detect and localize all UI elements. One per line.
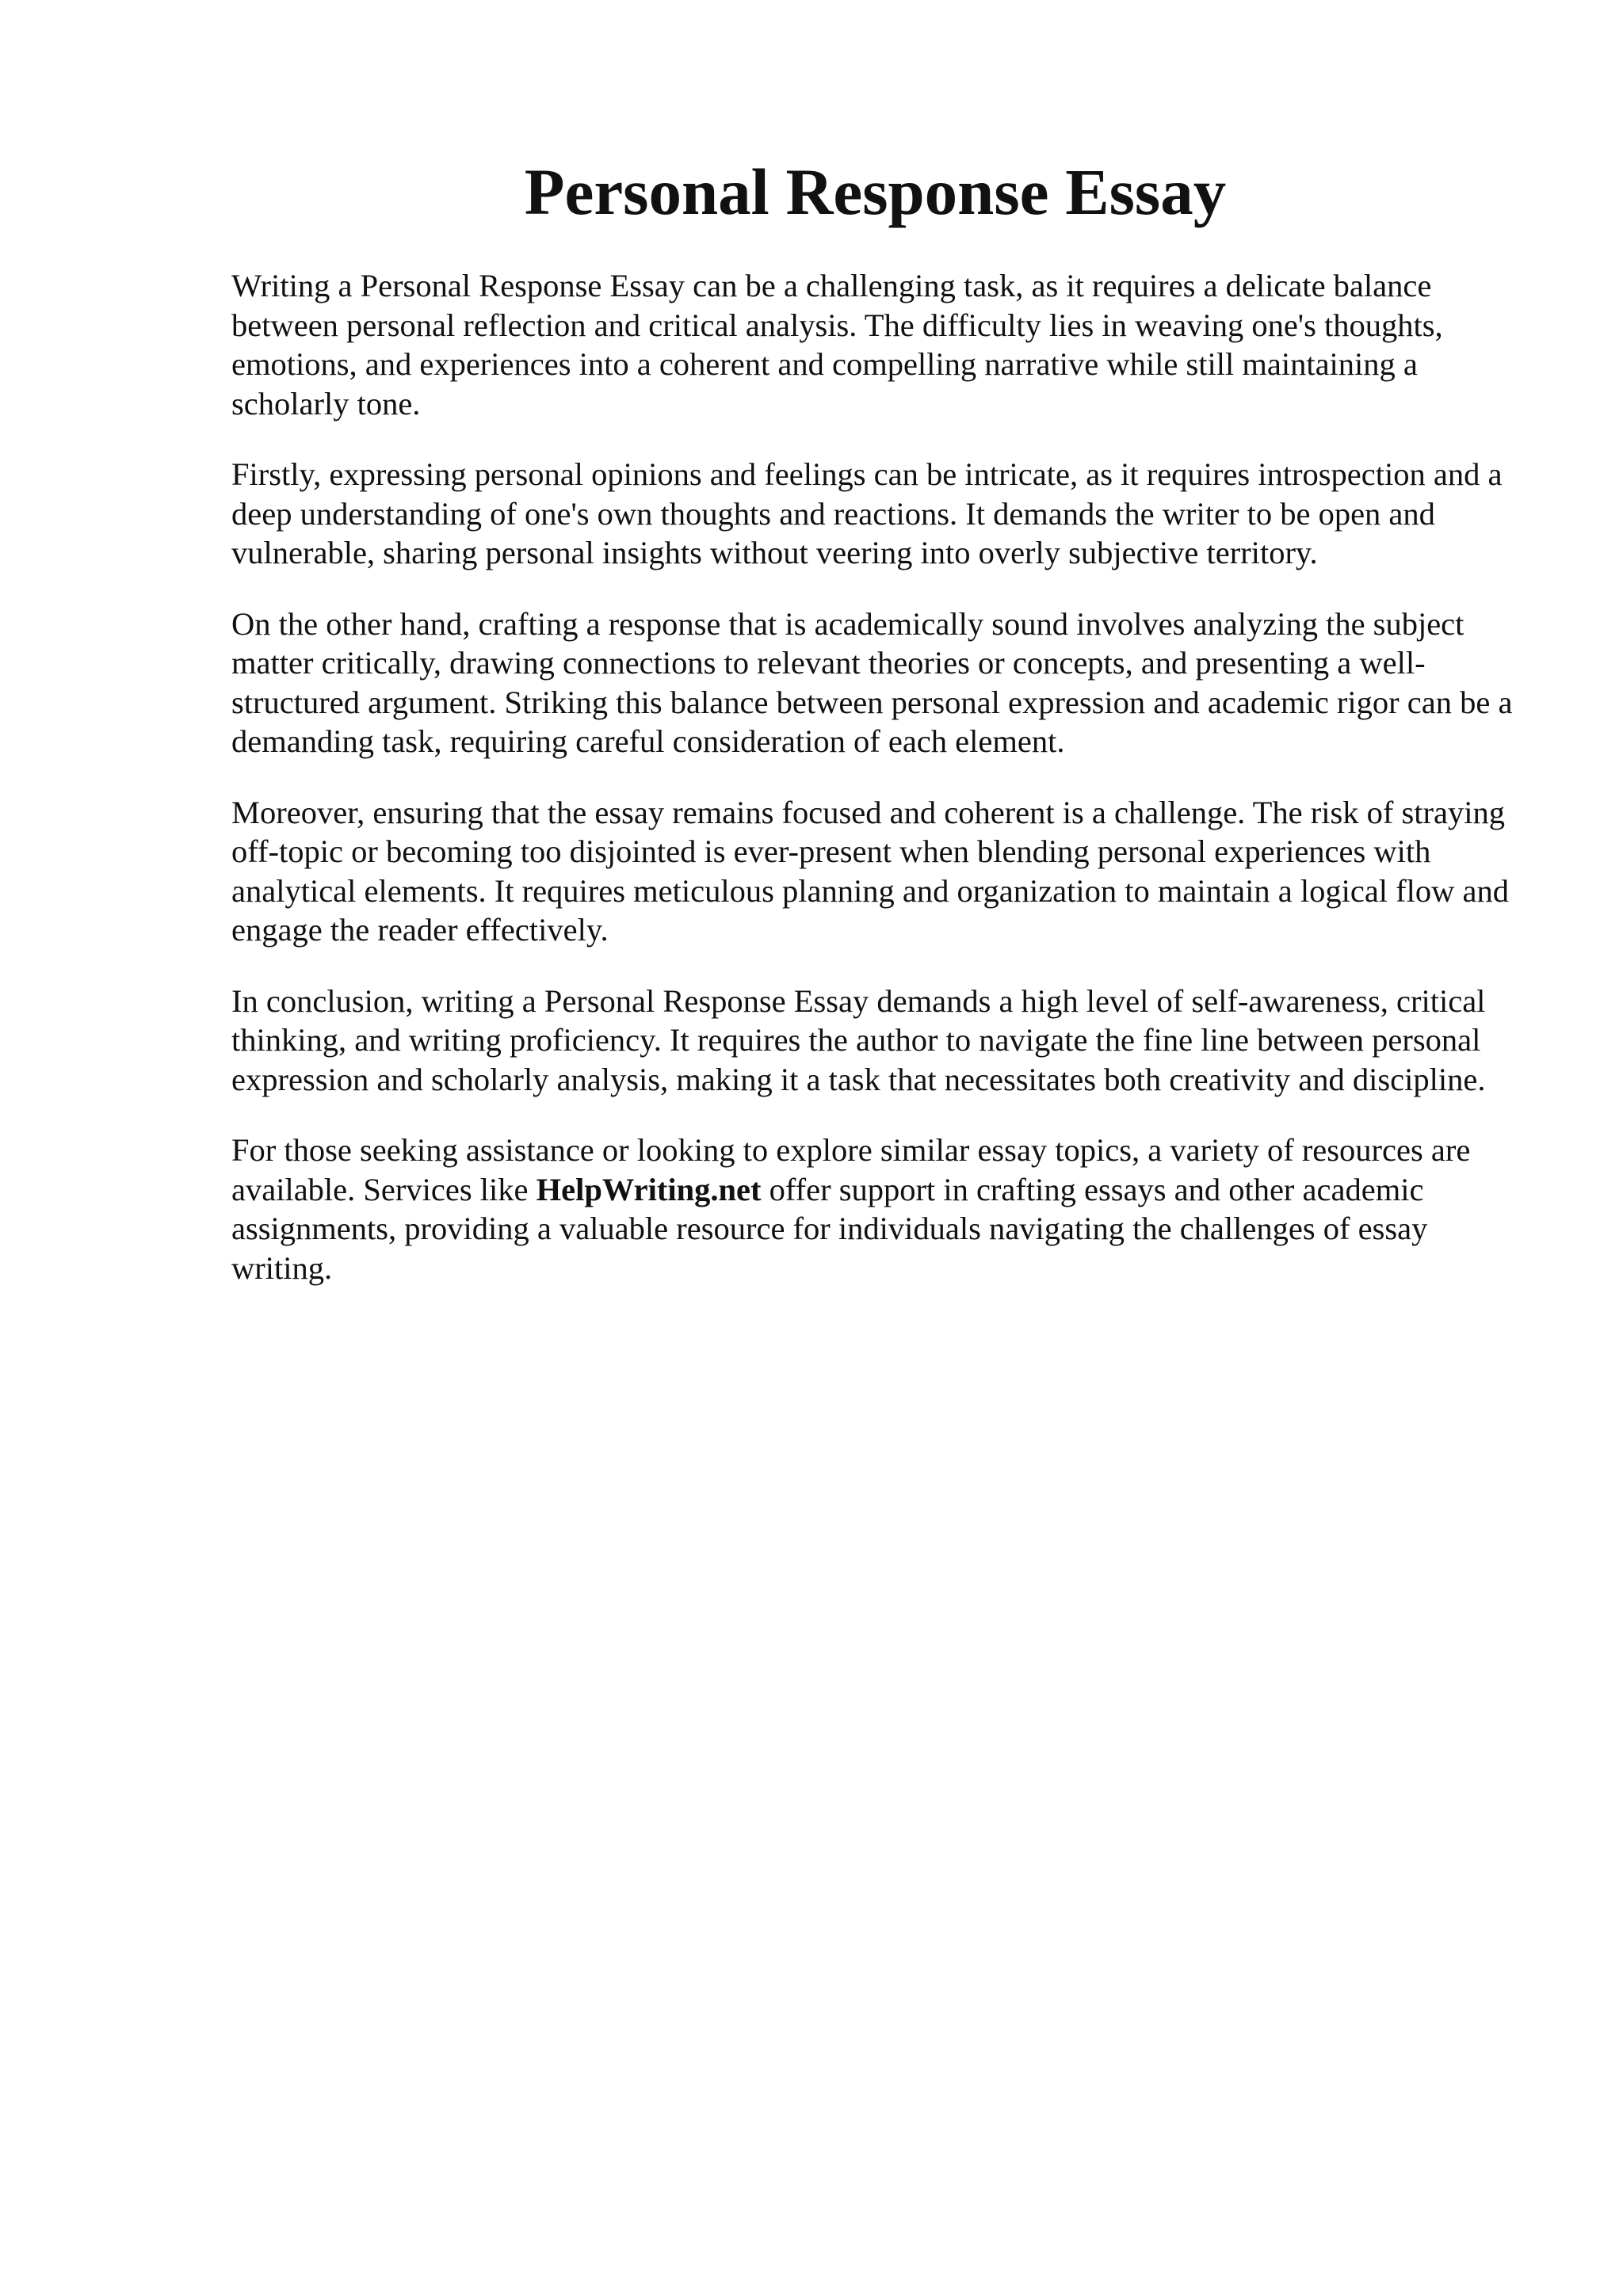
paragraph-4: Moreover, ensuring that the essay remains focused and coherent is a challenge. The risk of straying off-topic or becoming too disjointed is ever-present when blending personal experiences with analytical elements. It requires meticulous planning and organization to maintain a logical flow and engage the reader effectively. [231,794,1510,948]
document-body [231,152,1519,1319]
paragraph-1: Writing a Personal Response Essay can be a challenging task, as it requires a delicate balance between personal reflection and critical analysis. The difficulty lies in weaving one's thoughts, emotions, and experiences into a coherent and compelling narrative while still maintaining a scholarly tone. [231,268,1443,421]
document-title: Personal Response Essay [524,155,1227,228]
paragraph-2: Firstly, expressing personal opinions and feelings can be intricate, as it requires introspection and a deep understanding of one's own thoughts and reactions. It demands the writer to be open and vulnerable, sharing personal insights without veering into overly subjective territory. [231,456,1503,570]
paragraph-6-intro: For those seeking assistance or looking to explore similar essay topics, a variety of resources are available. Services like [231,1132,1471,1207]
paragraph-6 [231,1131,1519,1287]
paragraph-3: On the other hand, crafting a response that is academically sound involves analyzing the subject matter critically, drawing connections to relevant theories or concepts, and presenting a well-structured argument. Striking this balance between personal expression and academic rigor can be a demanding task, requiring careful consideration of each element. [231,605,1513,759]
paragraph-6-end: offer support in crafting essays and other academic assignments, providing a valuable resource for individuals navigating the challenges of essay writing. [231,1171,1428,1286]
service-name: HelpWriting.net [536,1171,762,1207]
paragraph-5: In conclusion, writing a Personal Response Essay demands a high level of self-awareness, critical thinking, and writing proficiency. It requires the author to navigate the fine line between personal expression and scholarly analysis, making it a task that necessitates both creativity and discipline. [231,982,1486,1097]
